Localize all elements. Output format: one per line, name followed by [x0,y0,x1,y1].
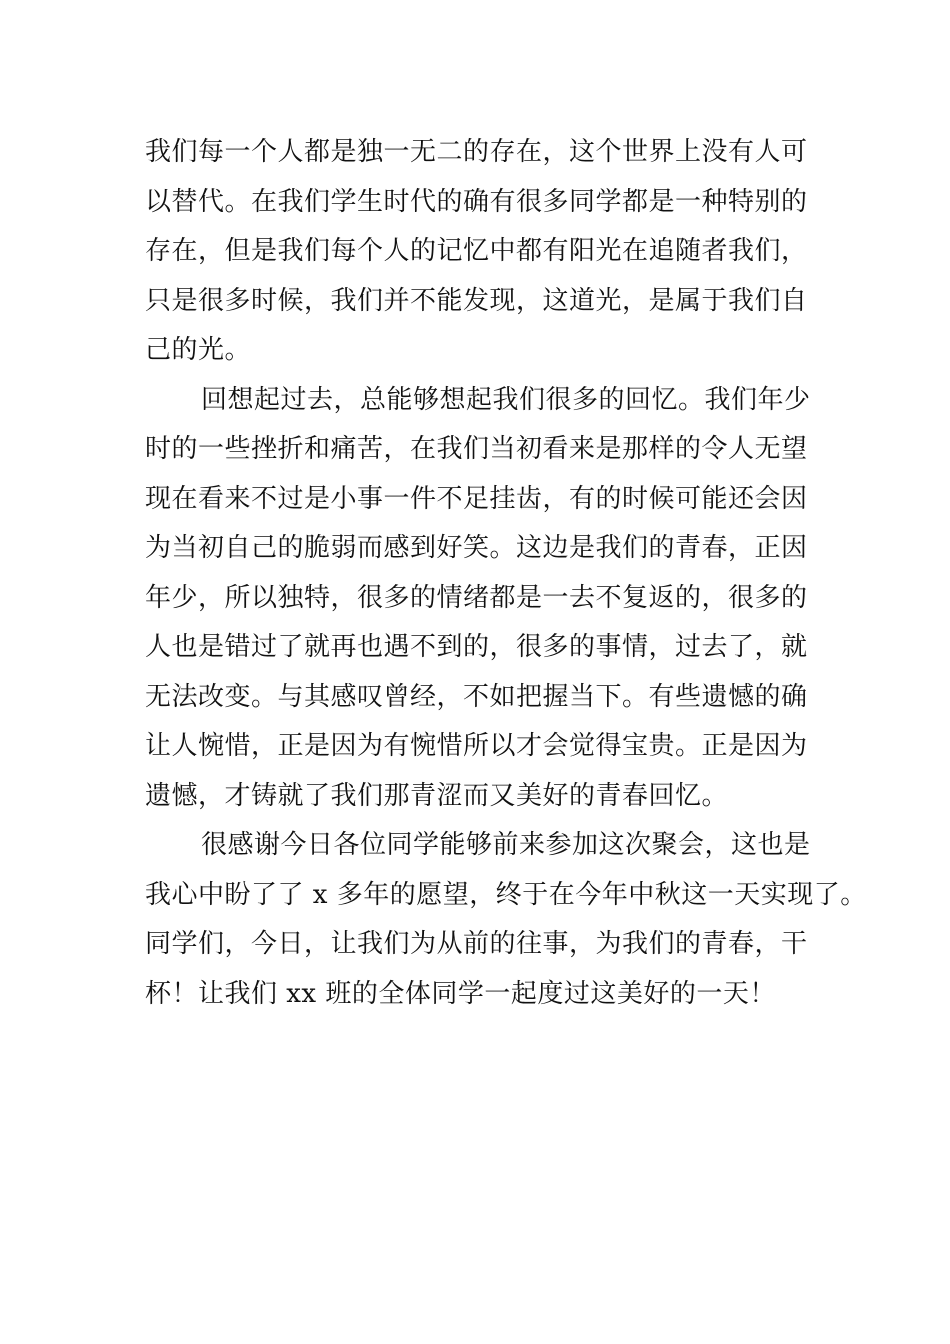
document-body [145,128,867,1019]
paragraph-2-line-4: 为当初自己的脆弱而感到好笑。这边是我们的青春，正因 [145,533,808,563]
paragraph-2-line-8: 让人惋惜，正是因为有惋惜所以才会觉得宝贵。正是因为 [145,731,808,761]
paragraph-2-line-2: 时的一些挫折和痛苦，在我们当初看来是那样的令人无望 [145,434,808,464]
paragraph-1-line-2: 以替代。在我们学生时代的确有很多同学都是一种特别的 [145,186,808,217]
paragraph-2-line-7: 无法改变。与其感叹曾经，不如把握当下。有些遗憾的确 [145,681,808,712]
paragraph-2-line-3: 现在看来不过是小事一件不足挂齿，有的时候可能还会因 [145,483,808,514]
paragraph-2-line-1: 回想起过去，总能够想起我们很多的回忆。我们年少 [201,384,811,415]
paragraph-2-line-9: 遗憾，才铸就了我们那青涩而又美好的青春回忆。 [145,780,729,811]
paragraph-3-line-2: 我心中盼了了 x 多年的愿望，终于在今年中秋这一天实现了。 [145,879,867,910]
paragraph-1-line-4: 只是很多时候，我们并不能发现，这道光，是属于我们自 [145,285,808,316]
paragraph-2-line-5: 年少，所以独特，很多的情绪都是一去不复返的，很多的 [145,582,808,613]
paragraph-3-line-4: 杯！让我们 xx 班的全体同学一起度过这美好的一天！ [145,978,776,1009]
paragraph-1-line-5: 己的光。 [145,335,252,365]
paragraph-2-line-6: 人也是错过了就再也遇不到的，很多的事情，过去了，就 [145,632,808,662]
paragraph-3-line-3: 同学们，今日，让我们为从前的往事，为我们的青春，干 [145,929,808,959]
paragraph-1-line-1: 我们每一个人都是独一无二的存在，这个世界上没有人可 [145,137,808,167]
paragraph-3-line-1: 很感谢今日各位同学能够前来参加这次聚会，这也是 [201,830,811,860]
paragraph-1-line-3: 存在，但是我们每个人的记忆中都有阳光在追随者我们， [145,236,808,266]
